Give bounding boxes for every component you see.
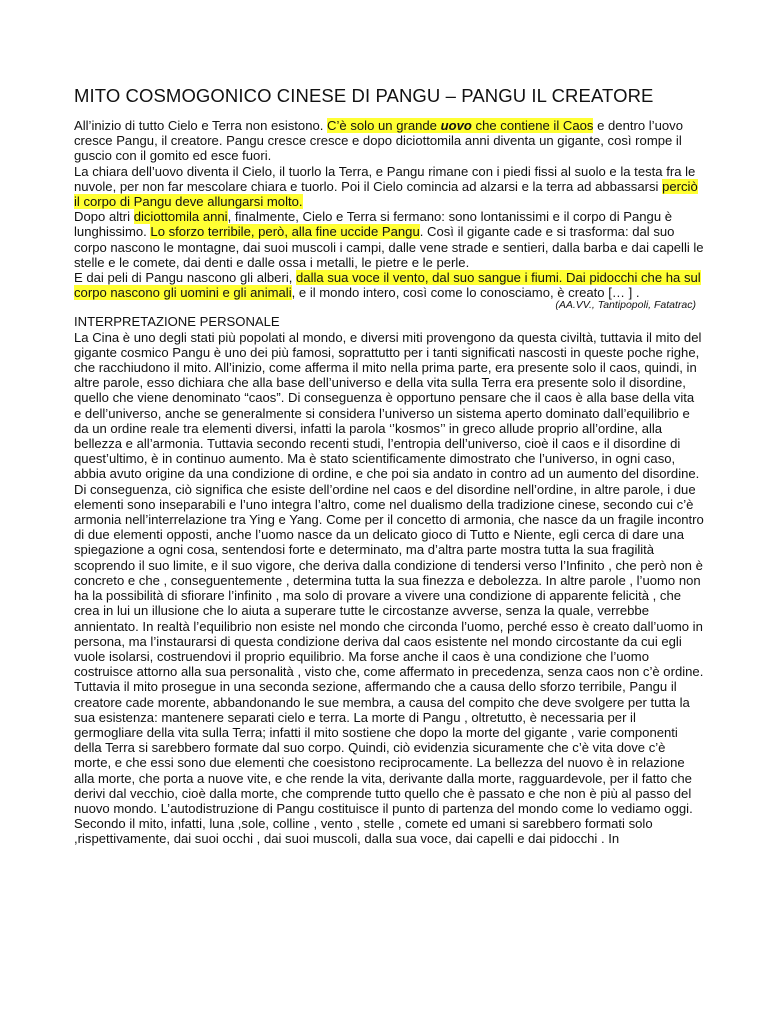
document-page — [74, 84, 704, 847]
myth-text: Dopo altri — [74, 209, 134, 225]
emphasized-word: uovo — [440, 118, 472, 133]
source-citation: (AA.VV., Tantipopoli, Fatatrac) — [555, 299, 696, 312]
myth-text: La chiara dell’uovo diventa il Cielo, il tuorlo la Terra, e Pangu rimane con i piedi fissi al suolo e la testa fra le nuvole, per non far mescolare chiara e tuorlo. Poi il Cielo comincia ad alzarsi e la terra ad abbassarsi — [74, 163, 696, 194]
myth-paragraph-1 — [74, 118, 704, 164]
document-title: MITO COSMOGONICO CINESE DI PANGU – PANGU IL CREATORE — [74, 85, 654, 106]
interpretation-paragraph-2: Tuttavia il mito prosegue in una seconda sezione, affermando che a causa dello sforzo terribile, Pangu il creatore cade morente, abbandonando le sue membra, a causa del compito che deve svolgere per tutta la sua esistenza: mantenere separati cielo e terra. La morte di Pangu , oltretutto, è necessaria per il germogliare della vita sulla Terra; infatti il mito sostiene che dopo la morte del gigante , varie componenti della Terra si sarebbero formate dal suo corpo. Quindi, ciò evidenzia sicuramente che c’è vita dove c’è morte, e che essi sono due elementi che coesistono reciprocamente. La bellezza del nuovo è in relazione alla morte, che porta a nuove vite, e che rende la vita, derivante dalla morte, ragguardevole, per il fatto che derivi dal vecchio, cioè dalla morte, che comprende tutto quello che è passato e che non è più al passo del nuovo mondo. L’autodistruzione di Pangu costituisce il punto di partenza del mondo come lo vediamo oggi. Secondo il mito, infatti, luna ,sole, colline , vento , stelle , comete ed umani si sarebbero formati solo ,rispettivamente, dai suoi occhi , dai suoi muscoli, dalla sua voce, dai capelli e dai pidocchi . In — [74, 679, 693, 847]
interpretation-paragraph-1: La Cina è uno degli stati più popolati al mondo, e diversi miti provengono da questa civiltà, tuttavia il mito del gigante cosmico Pangu è uno dei più famosi, soprattutto per i tanti significati nascosti in queste poche righe, che racchiudono il mito. All’inizio, come afferma il mito nella prima parte, era presente solo il caos, quindi, in altre parole, esso dichiara che alla base dell’universo e della vita sulla Terra era presente solo il disordine, quello che viene denominato “caos”. Di conseguenza è opportuno pensare che il caos è alla base della vita e dell’universo, anche se generalmente si considera l’universo un sistema aperto dominato dall’equilibrio e da un ordine reale tra elementi diversi, infatti la parola ‘’kosmos’’ in greco allude proprio all’ordine, alla bellezza e all’armonia. Tuttavia secondo recenti studi, l’entropia dell’universo, cioè il caos e il disordine di quest’ultimo, è in continuo aumento. Ma è stato scientificamente dimostrato che l’universo, in ogni caso, abbia avuto origine da una condizione di ordine, e che poi sia andato in contro ad un aumento del disordine. Di conseguenza, ciò significa che esiste dell’ordine nel caos e del disordine nell’ordine, in altre parole, i due elementi sono inseparabili e l’uno integra l’altro, come nel dualismo della tradizione cinese, secondo cui c’è armonia nell’interrelazione tra Ying e Yang. Come per il concetto di armonia, che nasce da un fragile incontro di due elementi opposti, anche l’uomo nasce da un delicato gioco di Tutto e Niente, egli cerca di dare una spiegazione a ogni cosa, sentendosi forte e determinato, ma d’altra parte mostra tutta la sua fragilità scoprendo il suo limite, e il suo vigore, che deriva dalla condizione di tendersi verso l’Infinito , che però non è concreto e che , conseguentemente , determina tutta la sua finezza e debolezza. In altre parole , l’uomo non ha la possibilità di sfiorare l’infinito , ma solo di provare a vivere una condizione di apparente felicità , che crea in lui un illusione che lo aiuta a superare tutte le circostanze avverse, senza la quale, verrebbe annientato. In realtà l’equilibrio non esiste nel mondo che circonda l’uomo, perché esso è creato dall’uomo in persona, ma l’instaurarsi di questa condizione deriva dal caos esistente nel mondo circostante da cui egli vuole isolarsi, costruendovi il proprio equilibrio. Ma forse anche il caos è una condizione che l’uomo costruisce attorno alla sua personalità , visto che, come affermato in precedenza, senza caos non c’è ordine. — [74, 329, 704, 680]
myth-text: E dai peli di Pangu nascono gli alberi, — [74, 270, 297, 286]
section-heading: INTERPRETAZIONE PERSONALE — [74, 314, 280, 330]
myth-text: All’inizio di tutto Cielo e Terra non esistono. — [74, 118, 328, 133]
myth-text: e dentro l’uovo cresce Pangu, il creatore. Pangu cresce cresce e dopo diciottomila anni diventa un gigante, così rompe il guscio con il gomito ed esce fuori. — [74, 118, 683, 164]
highlighted-text-part: C’è solo un grande — [327, 118, 441, 133]
myth-text: . Così il gigante cade e si trasforma: dal suo corpo nascono le montagne, dai suoi muscoli i campi, dalle vene strade e sentieri, dalla barba e dai capelli le stelle e le comete, dai denti e dalle ossa i metalli, le pietre e le perle. — [74, 224, 704, 270]
myth-text: , e il mondo intero, così come lo conosciamo, è creato [… ] . — [291, 285, 640, 301]
highlighted-text: Lo sforzo terribile, però, alla fine uccide Pangu — [150, 224, 420, 240]
myth-paragraph-3 — [74, 209, 704, 270]
highlighted-text: diciottomila anni — [133, 209, 228, 225]
highlighted-text: perciò il corpo di Pangu deve allungarsi molto. — [74, 178, 698, 210]
myth-paragraph-2 — [74, 164, 704, 210]
highlighted-text-part: che contiene il Caos — [471, 118, 594, 133]
myth-paragraph-4 — [74, 270, 704, 300]
highlighted-text: dalla sua voce il vento, dal suo sangue i fiumi. Dai pidocchi che ha sul corpo nascono gli uomini e gli animali — [74, 270, 701, 301]
myth-text: , finalmente, Cielo e Terra si fermano: sono lontanissimi e il corpo di Pangu è lunghissimo. — [74, 209, 673, 240]
highlighted-text — [327, 118, 593, 133]
